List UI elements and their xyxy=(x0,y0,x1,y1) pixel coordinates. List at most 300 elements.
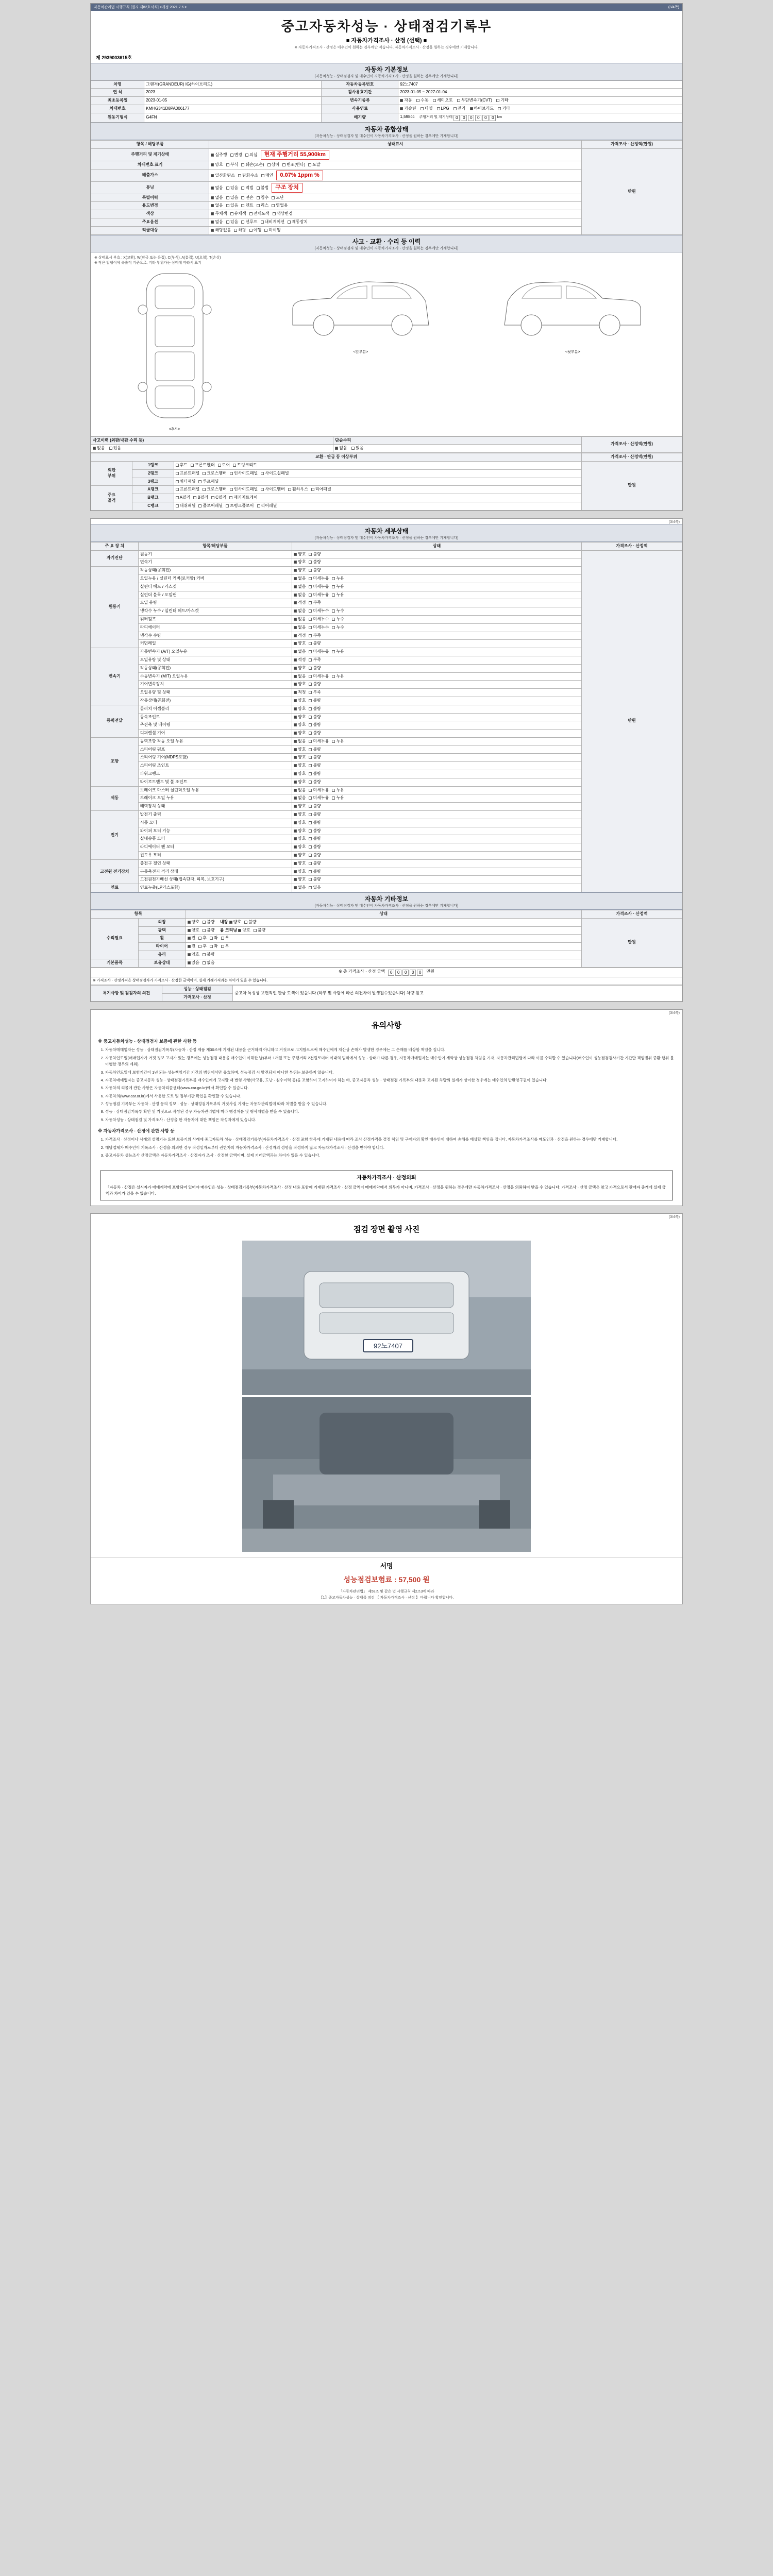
parts-rank-label: 1랭크 xyxy=(132,461,174,469)
total-price-row xyxy=(91,968,682,977)
overall-opt-2-2[interactable]: 매연 xyxy=(261,173,273,179)
others-opt-2-3[interactable]: 우 xyxy=(221,936,229,941)
detail-opt-1-3-1[interactable]: 미세누유 xyxy=(309,592,329,598)
parts-opt-3-1[interactable]: 크로스멤버 xyxy=(203,487,227,493)
fuel-option-etc[interactable]: 기타 xyxy=(498,106,510,112)
detail-opt-3-2-0[interactable]: 양호 xyxy=(294,722,306,728)
fuel-option-diesel[interactable]: 디젤 xyxy=(421,106,432,112)
overall-opt-7-3[interactable]: 내비게이션 xyxy=(261,219,285,225)
mileage-digit: 0 xyxy=(468,115,474,122)
detail-item-label: 실린더 헤드 / 가스켓 xyxy=(138,583,292,591)
detail-opt-7-0-0[interactable]: 양호 xyxy=(294,861,306,867)
overall-item-options xyxy=(209,226,582,234)
overall-opt-0-1[interactable]: 변경 xyxy=(230,152,242,158)
total-digit: 0 xyxy=(402,970,409,976)
detail-opt-1-6-0[interactable]: 없음 xyxy=(294,617,306,622)
detail-opt-1-7-2[interactable]: 누수 xyxy=(332,625,344,631)
detail-opt-5-2-1[interactable]: 불량 xyxy=(309,804,321,809)
detail-item-options xyxy=(292,623,581,632)
overall-opt-1-1[interactable]: 부식 xyxy=(226,162,238,168)
overall-opt-1-4[interactable]: 변조(변타) xyxy=(282,162,305,168)
others-opt-0-1[interactable]: 불량 xyxy=(203,920,214,925)
detail-opt-1-0-0[interactable]: 양호 xyxy=(294,568,306,573)
detail-item-options xyxy=(292,794,581,803)
detail-opt-6-2-0[interactable]: 양호 xyxy=(294,828,306,834)
detail-opt-5-0-2[interactable]: 누유 xyxy=(332,788,344,793)
detail-item-options xyxy=(292,713,581,721)
overall-item-label: 배출가스 xyxy=(91,169,209,181)
detail-item-options xyxy=(292,558,581,567)
detail-opt-0-1-0[interactable]: 양호 xyxy=(294,560,306,565)
detail-opt-1-9-1[interactable]: 불량 xyxy=(309,641,321,647)
parts-opt-0-3[interactable]: 트렁크리드 xyxy=(233,463,257,468)
detail-opt-1-5-1[interactable]: 미세누수 xyxy=(309,608,329,614)
detail-opt-1-8-0[interactable]: 적정 xyxy=(294,633,306,639)
section-accident-title: 사고 · 교환 · 수리 등 이력 xyxy=(352,238,421,245)
detail-opt-1-5-2[interactable]: 누수 xyxy=(332,608,344,614)
detail-opt-7-0-1[interactable]: 불량 xyxy=(309,861,321,867)
others-opt2-0-1[interactable]: 불량 xyxy=(244,920,256,925)
accident-history-yes[interactable]: 있음 xyxy=(109,446,121,451)
overall-opt-1-0[interactable]: 양호 xyxy=(211,162,223,168)
others-opt-5-0[interactable]: 있음 xyxy=(188,960,199,966)
detail-opt-1-8-1[interactable]: 부족 xyxy=(309,633,321,639)
detail-opt-1-1-1[interactable]: 미세누유 xyxy=(309,576,329,582)
detail-item-label: 등속조인트 xyxy=(138,713,292,721)
total-digit: 0 xyxy=(395,970,401,976)
fuel-option-lpg[interactable]: LPG xyxy=(437,106,449,112)
sheet3-page-no: (3/4쪽) xyxy=(668,1011,680,1015)
section-detail-header xyxy=(91,524,682,542)
detail-opt-6-3-0[interactable]: 양호 xyxy=(294,836,306,842)
detail-opt-2-5-1[interactable]: 부족 xyxy=(309,690,321,696)
detail-opt-2-6-0[interactable]: 양호 xyxy=(294,698,306,704)
overall-opt-6-1[interactable]: 유채색 xyxy=(230,211,246,217)
parts-opt-4-2[interactable]: C필러 xyxy=(211,495,226,501)
detail-opt-1-0-1[interactable]: 불량 xyxy=(309,568,321,573)
detail-item-label: 라디에이터 팬 모터 xyxy=(138,843,292,852)
overall-opt-4-1[interactable]: 있음 xyxy=(226,195,238,201)
accident-history-label: 사고이력 (외판/내판 수리 등) xyxy=(91,436,333,445)
detail-item-options xyxy=(292,599,581,607)
detail-opt-6-5-1[interactable]: 불량 xyxy=(309,853,321,858)
overall-opt-4-3[interactable]: 침수 xyxy=(257,195,268,201)
others-opt-2-0[interactable]: 전 xyxy=(188,936,196,941)
others-opt2-0-0[interactable]: 양호 xyxy=(229,920,241,925)
parts-opt-3-2[interactable]: 인사이드패널 xyxy=(230,487,258,493)
notice-item: 9. 자동차성능 · 상태점검 및 가격조사 · 산정을 한 자동차에 대한 책임은 작성자에게 있습니다. xyxy=(105,1117,675,1123)
parts-opt-1-1[interactable]: 크로스멤버 xyxy=(203,471,227,477)
overall-opt-5-0[interactable]: 없음 xyxy=(211,203,223,209)
detail-opt-1-3-0[interactable]: 없음 xyxy=(294,592,306,598)
detail-opt-1-3-2[interactable]: 누유 xyxy=(332,592,344,598)
others-opt-1-1[interactable]: 불량 xyxy=(203,928,214,934)
detail-opt-2-2-1[interactable]: 불량 xyxy=(309,666,321,671)
detail-opt-4-3-1[interactable]: 불량 xyxy=(309,763,321,769)
mileage-inline-label: 주행거리 및 계기상태 xyxy=(419,115,453,119)
detail-item-options xyxy=(292,852,581,860)
notice-item: 4. 자동차매매업자는 중고자동차 성능 · 상태점검기록부를 매수인에게 고지할 때 변형 사항(사고유, 도난 · 침수이력 등)을 포함하여 고지하여야 하는 바, 중고자동차 성능 · 상태점검 기록부의 내용과 고지된 차량의 실제가 상이한 경우에는 매수인의 반환청구권이 있습니다. xyxy=(105,1077,675,1083)
section-others-title: 자동차 기타정보 xyxy=(364,895,409,903)
total-digit: 0 xyxy=(417,970,423,976)
detail-opt-5-0-1[interactable]: 미세누유 xyxy=(309,788,329,793)
detail-opt-2-5-0[interactable]: 적정 xyxy=(294,690,306,696)
detail-opt-2-0-2[interactable]: 누유 xyxy=(332,649,344,655)
car-side-left-svg xyxy=(283,268,438,346)
detail-opt-2-3-2[interactable]: 누유 xyxy=(332,674,344,680)
overall-opt-1-2[interactable]: 훼손(오손) xyxy=(241,162,264,168)
detail-opt-4-4-1[interactable]: 불량 xyxy=(309,771,321,777)
others-options xyxy=(186,943,582,951)
detail-opt-6-5-0[interactable]: 양호 xyxy=(294,853,306,858)
transmission-value xyxy=(398,97,682,105)
parts-opt-4-3[interactable]: 패키지트레이 xyxy=(229,495,257,501)
others-opt2-1-1[interactable]: 불량 xyxy=(254,928,265,934)
parts-opt-4-1[interactable]: B필러 xyxy=(193,495,208,501)
detail-opt-5-1-1[interactable]: 미세누유 xyxy=(309,795,329,801)
detail-opt-2-6-1[interactable]: 불량 xyxy=(309,698,321,704)
detail-opt-2-1-0[interactable]: 적정 xyxy=(294,657,306,663)
detail-item-label: 브레이크 마스터 실린더오일 누유 xyxy=(138,786,292,794)
others-col-status: 상태 xyxy=(186,910,582,919)
others-opt-3-2[interactable]: 좌 xyxy=(210,944,218,950)
detail-item-options xyxy=(292,721,581,730)
detail-opt-6-1-1[interactable]: 불량 xyxy=(309,820,321,826)
mileage-digit: 0 xyxy=(490,115,496,122)
parts-items xyxy=(174,502,581,510)
detail-opt-4-1-1[interactable]: 불량 xyxy=(309,747,321,753)
detail-opt-1-6-1[interactable]: 미세누수 xyxy=(309,617,329,622)
notice-title: 유의사항 xyxy=(372,1021,401,1030)
table-row xyxy=(91,436,682,445)
overall-item-label: 차대번호 표기 xyxy=(91,161,209,170)
others-opt-0-0[interactable]: 양호 xyxy=(188,920,199,925)
detail-item-label: 오일누유 / 실린더 커버(로커암) 커버 xyxy=(138,574,292,583)
others-options xyxy=(186,918,582,926)
parts-opt-5-3[interactable]: 리어패널 xyxy=(257,503,277,509)
others-opt2-1-0[interactable]: 양호 xyxy=(238,928,250,934)
notice-item: 2. 해당업체가 매수인이 기록조사 · 산정을 의뢰한 경우 작성일자로부터 권한자의 자동차가격조사 · 산정자의 성명을 작성하지 않고 자동차가격조사 · 산정을 받아야 합니다. xyxy=(105,1145,675,1151)
detail-opt-1-2-1[interactable]: 미세누유 xyxy=(309,584,329,590)
detail-opt-3-3-0[interactable]: 양호 xyxy=(294,731,306,736)
overall-note-0: 현재 주행거리 55,900km xyxy=(261,150,329,160)
detail-opt-6-0-1[interactable]: 불량 xyxy=(309,812,321,818)
parts-opt-3-0[interactable]: 프론트패널 xyxy=(176,487,200,493)
fuel-option-electric[interactable]: 전기 xyxy=(453,106,465,112)
accident-history-table xyxy=(91,436,682,453)
overall-opt-8-0[interactable]: 해당없음 xyxy=(211,228,231,233)
table-row xyxy=(91,985,682,993)
others-options xyxy=(186,951,582,959)
others-opt-4-0[interactable]: 양호 xyxy=(188,952,199,958)
overall-opt-7-2[interactable]: 선루프 xyxy=(241,219,257,225)
detail-item-label: 파워크랭크 xyxy=(138,770,292,778)
car-name-value: 그랜저(GRANDEUR) IG(하이브리드) xyxy=(144,80,322,89)
detail-opt-1-4-1[interactable]: 부족 xyxy=(309,600,321,606)
detail-opt-0-0-1[interactable]: 불량 xyxy=(309,552,321,557)
parts-opt-5-1[interactable]: 플로어패널 xyxy=(198,503,223,509)
detail-opt-1-7-0[interactable]: 없음 xyxy=(294,625,306,631)
detail-opt-1-1-0[interactable]: 없음 xyxy=(294,576,306,582)
overall-opt-5-3[interactable]: 리스 xyxy=(257,203,268,209)
overall-opt-5-1[interactable]: 있음 xyxy=(226,203,238,209)
detail-item-label: 디퍼렌셜 기어 xyxy=(138,730,292,738)
overall-opt-8-1[interactable]: 해당 xyxy=(234,228,246,233)
detail-item-label: 클러치 어셈블리 xyxy=(138,705,292,713)
detail-opt-7-2-0[interactable]: 양호 xyxy=(294,877,306,883)
overall-item-label: 특별이력 xyxy=(91,194,209,202)
detail-opt-7-2-1[interactable]: 불량 xyxy=(309,877,321,883)
table-row xyxy=(91,968,682,977)
parts-opt-5-0[interactable]: 대쉬패널 xyxy=(176,503,196,509)
detail-item-options xyxy=(292,786,581,794)
vin-value: KMHG341D8PA006177 xyxy=(144,105,322,113)
fuel-option-gasoline[interactable]: 가솔린 xyxy=(400,106,416,112)
overall-opt-8-3[interactable]: 미이행 xyxy=(264,228,280,233)
overall-opt-8-2[interactable]: 이행 xyxy=(249,228,261,233)
overall-opt-4-2[interactable]: 전손 xyxy=(241,195,253,201)
overall-opt-5-2[interactable]: 렌트 xyxy=(241,203,253,209)
detail-opt-2-4-1[interactable]: 불량 xyxy=(309,682,321,687)
special-remarks-opt-2: 가격조사 · 산정 xyxy=(162,993,233,1002)
parts-items xyxy=(174,478,581,486)
detail-opt-1-4-0[interactable]: 적정 xyxy=(294,600,306,606)
overall-opt-7-0[interactable]: 없음 xyxy=(211,219,223,225)
overall-opt-6-3[interactable]: 색상변경 xyxy=(273,211,293,217)
table-row xyxy=(91,918,682,926)
section-others-header xyxy=(91,892,682,910)
detail-opt-6-1-0[interactable]: 양호 xyxy=(294,820,306,826)
parts-opt-1-0[interactable]: 프론트패널 xyxy=(176,471,200,477)
overall-opt-3-0[interactable]: 없음 xyxy=(211,185,223,191)
car-top-view-svg xyxy=(123,268,226,423)
footer-note xyxy=(91,1589,682,1603)
parts-opt-2-0[interactable]: 쿼터패널 xyxy=(176,479,196,485)
detail-opt-2-2-0[interactable]: 양호 xyxy=(294,666,306,671)
overall-opt-0-2[interactable]: 의심 xyxy=(245,152,257,158)
detail-group-2: 변속기 xyxy=(91,648,139,705)
overall-opt-2-1[interactable]: 탄화수소 xyxy=(238,173,258,179)
table-row xyxy=(91,149,682,161)
transmission-option-etc[interactable]: 기타 xyxy=(496,98,508,104)
detail-group-8: 연료 xyxy=(91,884,139,892)
detail-item-label: 기어변속장치 xyxy=(138,681,292,689)
car-diagram-right-caption: <뒷부분> xyxy=(565,350,580,354)
overall-opt-0-0[interactable]: 실주행 xyxy=(211,152,227,158)
detail-opt-3-1-0[interactable]: 양호 xyxy=(294,715,306,720)
special-remarks-label: 특기사항 및 점검자의 의견 xyxy=(91,985,162,1002)
transmission-option-manual[interactable]: 수동 xyxy=(416,98,428,104)
overall-opt-7-1[interactable]: 있음 xyxy=(226,219,238,225)
detail-opt-1-9-0[interactable]: 양호 xyxy=(294,641,306,647)
parts-opt-0-0[interactable]: 후드 xyxy=(176,463,188,468)
others-opt-2-2[interactable]: 좌 xyxy=(210,936,218,941)
displacement-label: 배기량 xyxy=(322,113,398,123)
detail-opt-0-1-1[interactable]: 불량 xyxy=(309,560,321,565)
overall-opt-3-2[interactable]: 적법 xyxy=(241,185,253,191)
parts-opt-0-1[interactable]: 프론트휀더 xyxy=(191,463,215,468)
overall-opt-6-0[interactable]: 무채색 xyxy=(211,211,227,217)
detail-group-3: 동력전달 xyxy=(91,705,139,737)
parts-opt-3-4[interactable]: 휠하우스 xyxy=(288,487,308,493)
overall-opt-2-0[interactable]: 일산화탄소 xyxy=(211,173,235,179)
accident-diagram-area xyxy=(91,252,682,436)
accident-history-none[interactable]: 없음 xyxy=(93,446,105,451)
overall-opt-5-4[interactable]: 영업용 xyxy=(272,203,288,209)
total-price-label: ※ 총 가격조사 · 산정 금액 xyxy=(339,969,385,974)
detail-opt-0-0-0[interactable]: 양호 xyxy=(294,552,306,557)
detail-opt-2-3-1[interactable]: 미세누유 xyxy=(309,674,329,680)
detail-opt-6-2-1[interactable]: 불량 xyxy=(309,828,321,834)
detail-item-options xyxy=(292,868,581,876)
overall-item-options xyxy=(209,210,582,218)
detail-opt-4-2-0[interactable]: 양호 xyxy=(294,755,306,760)
parts-category-frame: 주요 골격 xyxy=(91,486,132,510)
detail-opt-7-1-1[interactable]: 불량 xyxy=(309,869,321,875)
detail-item-options xyxy=(292,770,581,778)
detail-opt-2-0-1[interactable]: 미세누유 xyxy=(309,649,329,655)
others-opt-4-1[interactable]: 불량 xyxy=(203,952,214,958)
detail-opt-4-2-1[interactable]: 불량 xyxy=(309,755,321,760)
detail-opt-6-4-0[interactable]: 양호 xyxy=(294,844,306,850)
accident-legend: ※ 상태표시 부호 : X(교환), W(판금 또는 용접), C(부식), A(흠집), U(요철), T(손상) xyxy=(94,256,221,260)
detail-opt-1-2-2[interactable]: 누유 xyxy=(332,584,344,590)
detail-opt-5-2-0[interactable]: 양호 xyxy=(294,804,306,809)
detail-opt-8-0-0[interactable]: 없음 xyxy=(294,885,306,891)
others-opt-1-0[interactable]: 양호 xyxy=(188,928,199,934)
notice-body xyxy=(91,1038,682,1165)
detail-opt-1-1-2[interactable]: 누유 xyxy=(332,576,344,582)
total-price-unit: 만원 xyxy=(426,969,434,974)
detail-opt-3-1-1[interactable]: 불량 xyxy=(309,715,321,720)
others-opt-3-3[interactable]: 우 xyxy=(221,944,229,950)
detail-item-options xyxy=(292,745,581,754)
detail-opt-7-1-0[interactable]: 양호 xyxy=(294,869,306,875)
parts-opt-4-0[interactable]: A필러 xyxy=(176,495,191,501)
notice-item: 3. 자동차인도일에 보험기간이 1년 되는 성능책임기간 기간의 범위에서만 유효하며, 성능점검 시 발견되지 아니한 부위는 보증하지 않습니다. xyxy=(105,1070,675,1076)
detail-opt-6-0-0[interactable]: 양호 xyxy=(294,812,306,818)
detail-item-label: 작동상태(공회전) xyxy=(138,697,292,705)
detail-opt-3-2-1[interactable]: 불량 xyxy=(309,722,321,728)
detail-item-label: 와이퍼 모터 기능 xyxy=(138,827,292,835)
overall-opt-3-3[interactable]: 불법 xyxy=(257,185,268,191)
detail-opt-4-0-0[interactable]: 없음 xyxy=(294,739,306,744)
inspect-label: 검사유효기간 xyxy=(322,89,398,97)
others-group-repair: 수리필요 xyxy=(91,918,139,959)
overall-opt-1-5[interactable]: 도말 xyxy=(308,162,320,168)
transmission-option-cvt[interactable]: 무단변속기(CVT) xyxy=(457,98,492,104)
detail-opt-5-1-2[interactable]: 누유 xyxy=(332,795,344,801)
table-row xyxy=(91,105,682,113)
detail-opt-1-5-0[interactable]: 없음 xyxy=(294,608,306,614)
detail-opt-3-3-1[interactable]: 불량 xyxy=(309,731,321,736)
parts-opt-3-3[interactable]: 사이드멤버 xyxy=(261,487,285,493)
detail-item-label: 브레이크 오일 누유 xyxy=(138,794,292,803)
detail-opt-3-0-0[interactable]: 양호 xyxy=(294,706,306,712)
others-options xyxy=(186,926,582,935)
detail-item-options xyxy=(292,811,581,819)
section-others-subtitle: (자동차성능 · 상태점검자 및 매수인이 자동차가격조사 · 산정을 원하는 경우에만 기재합니다) xyxy=(314,904,459,908)
detail-opt-4-1-0[interactable]: 양호 xyxy=(294,747,306,753)
mileage-unit: km xyxy=(497,115,502,119)
others-opt-5-1[interactable]: 없음 xyxy=(203,960,214,966)
parts-category-outer: 외판 부위 xyxy=(91,461,132,485)
detail-opt-8-0-1[interactable]: 있음 xyxy=(309,885,321,891)
photos-title: 점검 장면 촬영 사진 xyxy=(353,1225,420,1234)
overall-col-price: 가격조사 · 산정액(만원) xyxy=(582,141,682,149)
overall-opt-3-1[interactable]: 있음 xyxy=(226,185,238,191)
detail-opt-1-6-2[interactable]: 누수 xyxy=(332,617,344,622)
overall-item-label: 용도변경 xyxy=(91,202,209,210)
detail-opt-6-4-1[interactable]: 불량 xyxy=(309,844,321,850)
detail-opt-2-4-0[interactable]: 양호 xyxy=(294,682,306,687)
overall-opt-4-4[interactable]: 도난 xyxy=(272,195,283,201)
parts-opt-1-3[interactable]: 사이드실패널 xyxy=(261,471,289,477)
detail-opt-4-5-0[interactable]: 양호 xyxy=(294,779,306,785)
year-value: 2023 xyxy=(144,89,322,97)
detail-opt-5-0-0[interactable]: 없음 xyxy=(294,788,306,793)
detail-opt-4-3-0[interactable]: 양호 xyxy=(294,763,306,769)
car-diagram-front xyxy=(123,268,226,432)
transmission-label: 변속기종류 xyxy=(322,97,398,105)
overall-opt-6-2[interactable]: 전체도색 xyxy=(249,211,270,217)
mileage-digit: 0 xyxy=(461,115,467,122)
detail-opt-4-5-1[interactable]: 불량 xyxy=(309,779,321,785)
transmission-option-auto[interactable]: 자동 xyxy=(400,98,412,104)
others-opt-3-1[interactable]: 후 xyxy=(198,944,207,950)
parts-opt-0-2[interactable]: 도어 xyxy=(218,463,230,468)
parts-opt-2-1[interactable]: 루프패널 xyxy=(198,479,219,485)
overall-opt-7-4[interactable]: 제동장치 xyxy=(288,219,308,225)
parts-opt-3-5[interactable]: 리어패널 xyxy=(311,487,331,493)
mileage-digit: 0 xyxy=(482,115,489,122)
detail-opt-4-4-0[interactable]: 양호 xyxy=(294,771,306,777)
simple-repair-yes[interactable]: 있음 xyxy=(351,446,363,451)
transmission-option-semi[interactable]: 세미오토 xyxy=(433,98,453,104)
vin-label: 차대번호 xyxy=(91,105,144,113)
detail-item-options xyxy=(292,591,581,599)
accident-history-options xyxy=(91,445,333,453)
detail-opt-2-3-0[interactable]: 없음 xyxy=(294,674,306,680)
parts-opt-5-2[interactable]: 트렁크플로어 xyxy=(226,503,254,509)
others-sub-label: 휠 xyxy=(138,935,186,943)
notice-item: 1. 가격조사 · 산정이나 사례의 설명기는 또한 보증기의 사례에 중고자동차 성능 · 상태점검기록부(자동차가격조사 · 산정 포함 항목에 기재된 내용에 따라 조사 산정가격을 결정 책임 및 구매자의 확인 매수인에 대하여 손해를 배상할 책임을 집니다. 자동차가격조사를 매도인과 · 산정을 원하는 경우에만 기재합니다. xyxy=(105,1137,675,1143)
detail-opt-2-0-0[interactable]: 없음 xyxy=(294,649,306,655)
detail-opt-5-1-0[interactable]: 없음 xyxy=(294,795,306,801)
others-opt-3-0[interactable]: 전 xyxy=(188,944,196,950)
overall-item-label: 색상 xyxy=(91,210,209,218)
detail-opt-4-0-1[interactable]: 미세누유 xyxy=(309,739,329,744)
others-opt-2-1[interactable]: 후 xyxy=(198,936,207,941)
fuel-option-hybrid[interactable]: 하이브리드 xyxy=(470,106,494,112)
detail-opt-1-7-1[interactable]: 미세누수 xyxy=(309,625,329,631)
price-request-text: 「자동차 · 산정은 실시자가 매매계약에 포함되어 있어야 매수인은 성능 · 상태점검기록부(자동차가격조사 · 산정 내용 포함에 기재된 가격조사 · 산정 금액이 매매계약에서 의무가 아니며, 가격조사 · 산정을 원하는 경우에만 자동차가격조사 · 산정을 의뢰하여 받을 수 있습니다. 가격조사 · 산정 금액은 참고 가격으로서 판매자 중개에 실제 금액과 차이가 있을 수 있습니다. xyxy=(106,1185,666,1196)
overall-opt-1-3[interactable]: 상이 xyxy=(267,162,279,168)
detail-item-label: 윈도우 모터 xyxy=(138,852,292,860)
detail-opt-1-2-0[interactable]: 없음 xyxy=(294,584,306,590)
detail-opt-2-1-1[interactable]: 부족 xyxy=(309,657,321,663)
detail-item-options xyxy=(292,859,581,868)
form-legal-ref: 자동차관리법 시행규칙 [별지 제82호서식] <개정 2021.7.6.> xyxy=(94,6,187,9)
detail-opt-6-3-1[interactable]: 불량 xyxy=(309,836,321,842)
parts-opt-1-2[interactable]: 인사이드패널 xyxy=(230,471,258,477)
detail-opt-4-0-2[interactable]: 누유 xyxy=(332,739,344,744)
parts-replacement-table xyxy=(91,453,682,511)
simple-repair-none[interactable]: 없음 xyxy=(335,446,347,451)
detail-opt-3-0-1[interactable]: 불량 xyxy=(309,706,321,712)
detail-item-label: 충전구 절연 상태 xyxy=(138,859,292,868)
overall-opt-4-0[interactable]: 없음 xyxy=(211,195,223,201)
